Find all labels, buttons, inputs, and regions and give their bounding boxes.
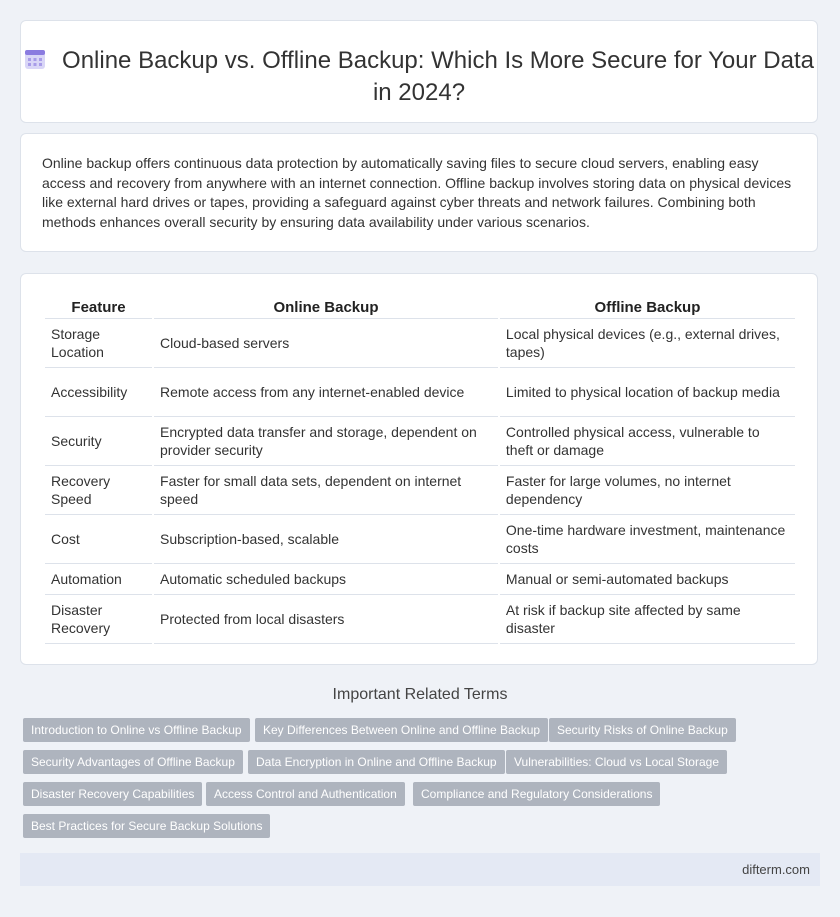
- feature-cell: Recovery Speed: [45, 466, 152, 515]
- online-cell: Remote access from any internet-enabled device: [154, 368, 498, 417]
- related-term-tag[interactable]: Security Advantages of Offline Backup: [23, 750, 243, 774]
- intro-card: [20, 133, 818, 252]
- offline-cell: Manual or semi-automated backups: [500, 564, 795, 595]
- title-card: [20, 20, 818, 123]
- online-cell: Cloud-based servers: [154, 319, 498, 368]
- header-feature: Feature: [45, 296, 152, 319]
- table-header-row: [45, 296, 795, 319]
- header-online-backup: Online Backup: [154, 296, 498, 319]
- intro-paragraph: Online backup offers continuous data protection by automatically saving files to secure cloud servers, enabling easy access and recovery from anywhere with an internet connection. Offline backup involves storing data on physical devices like external hard drives or tapes, providing a safeguard against cyber threats and network failures. Combining both methods enhances overall security by ensuring data availability under various scenarios.: [42, 155, 792, 230]
- offline-cell: Controlled physical access, vulnerable to theft or damage: [500, 417, 795, 466]
- table-row: [45, 466, 795, 515]
- related-term-tag[interactable]: Disaster Recovery Capabilities: [23, 782, 202, 806]
- table-row: [45, 368, 795, 417]
- feature-cell: Security: [45, 417, 152, 466]
- feature-cell: Automation: [45, 564, 152, 595]
- related-term-tag[interactable]: Security Risks of Online Backup: [549, 718, 736, 742]
- related-term-tag[interactable]: Best Practices for Secure Backup Solutions: [23, 814, 270, 838]
- related-term-tag[interactable]: Data Encryption in Online and Offline Backup: [248, 750, 505, 774]
- feature-cell: Disaster Recovery: [45, 595, 152, 644]
- related-terms-title: Important Related Terms: [332, 686, 508, 703]
- online-cell: Subscription-based, scalable: [154, 515, 498, 564]
- related-term-tag[interactable]: Compliance and Regulatory Considerations: [413, 782, 660, 806]
- comparison-table: [43, 296, 797, 644]
- related-term-tag[interactable]: Access Control and Authentication: [206, 782, 405, 806]
- table-row: [45, 417, 795, 466]
- online-cell: Automatic scheduled backups: [154, 564, 498, 595]
- calendar-icon: [24, 47, 46, 69]
- online-cell: Faster for small data sets, dependent on internet speed: [154, 466, 498, 515]
- feature-cell: Accessibility: [45, 368, 152, 417]
- feature-cell: Storage Location: [45, 319, 152, 368]
- table-row: [45, 319, 795, 368]
- related-term-tag[interactable]: Introduction to Online vs Offline Backup: [23, 718, 250, 742]
- page-title-wrap: [21, 45, 817, 109]
- offline-cell: Local physical devices (e.g., external drives, tapes): [500, 319, 795, 368]
- offline-cell: At risk if backup site affected by same disaster: [500, 595, 795, 644]
- related-term-tag[interactable]: Vulnerabilities: Cloud vs Local Storage: [506, 750, 727, 774]
- footer-bar: [20, 853, 820, 886]
- header-offline-backup: Offline Backup: [500, 296, 795, 319]
- table-row: [45, 515, 795, 564]
- feature-cell: Cost: [45, 515, 152, 564]
- related-term-tag[interactable]: Key Differences Between Online and Offline Backup: [255, 718, 548, 742]
- comparison-table-card: [20, 273, 818, 665]
- table-row: [45, 595, 795, 644]
- footer-site-link[interactable]: difterm.com: [742, 862, 810, 877]
- page-title: Online Backup vs. Offline Backup: Which Is More Secure for Your Data in 2024?: [62, 47, 814, 106]
- online-cell: Protected from local disasters: [154, 595, 498, 644]
- offline-cell: Limited to physical location of backup media: [500, 368, 795, 417]
- online-cell: Encrypted data transfer and storage, dependent on provider security: [154, 417, 498, 466]
- table-row: [45, 564, 795, 595]
- offline-cell: One-time hardware investment, maintenance costs: [500, 515, 795, 564]
- offline-cell: Faster for large volumes, no internet dependency: [500, 466, 795, 515]
